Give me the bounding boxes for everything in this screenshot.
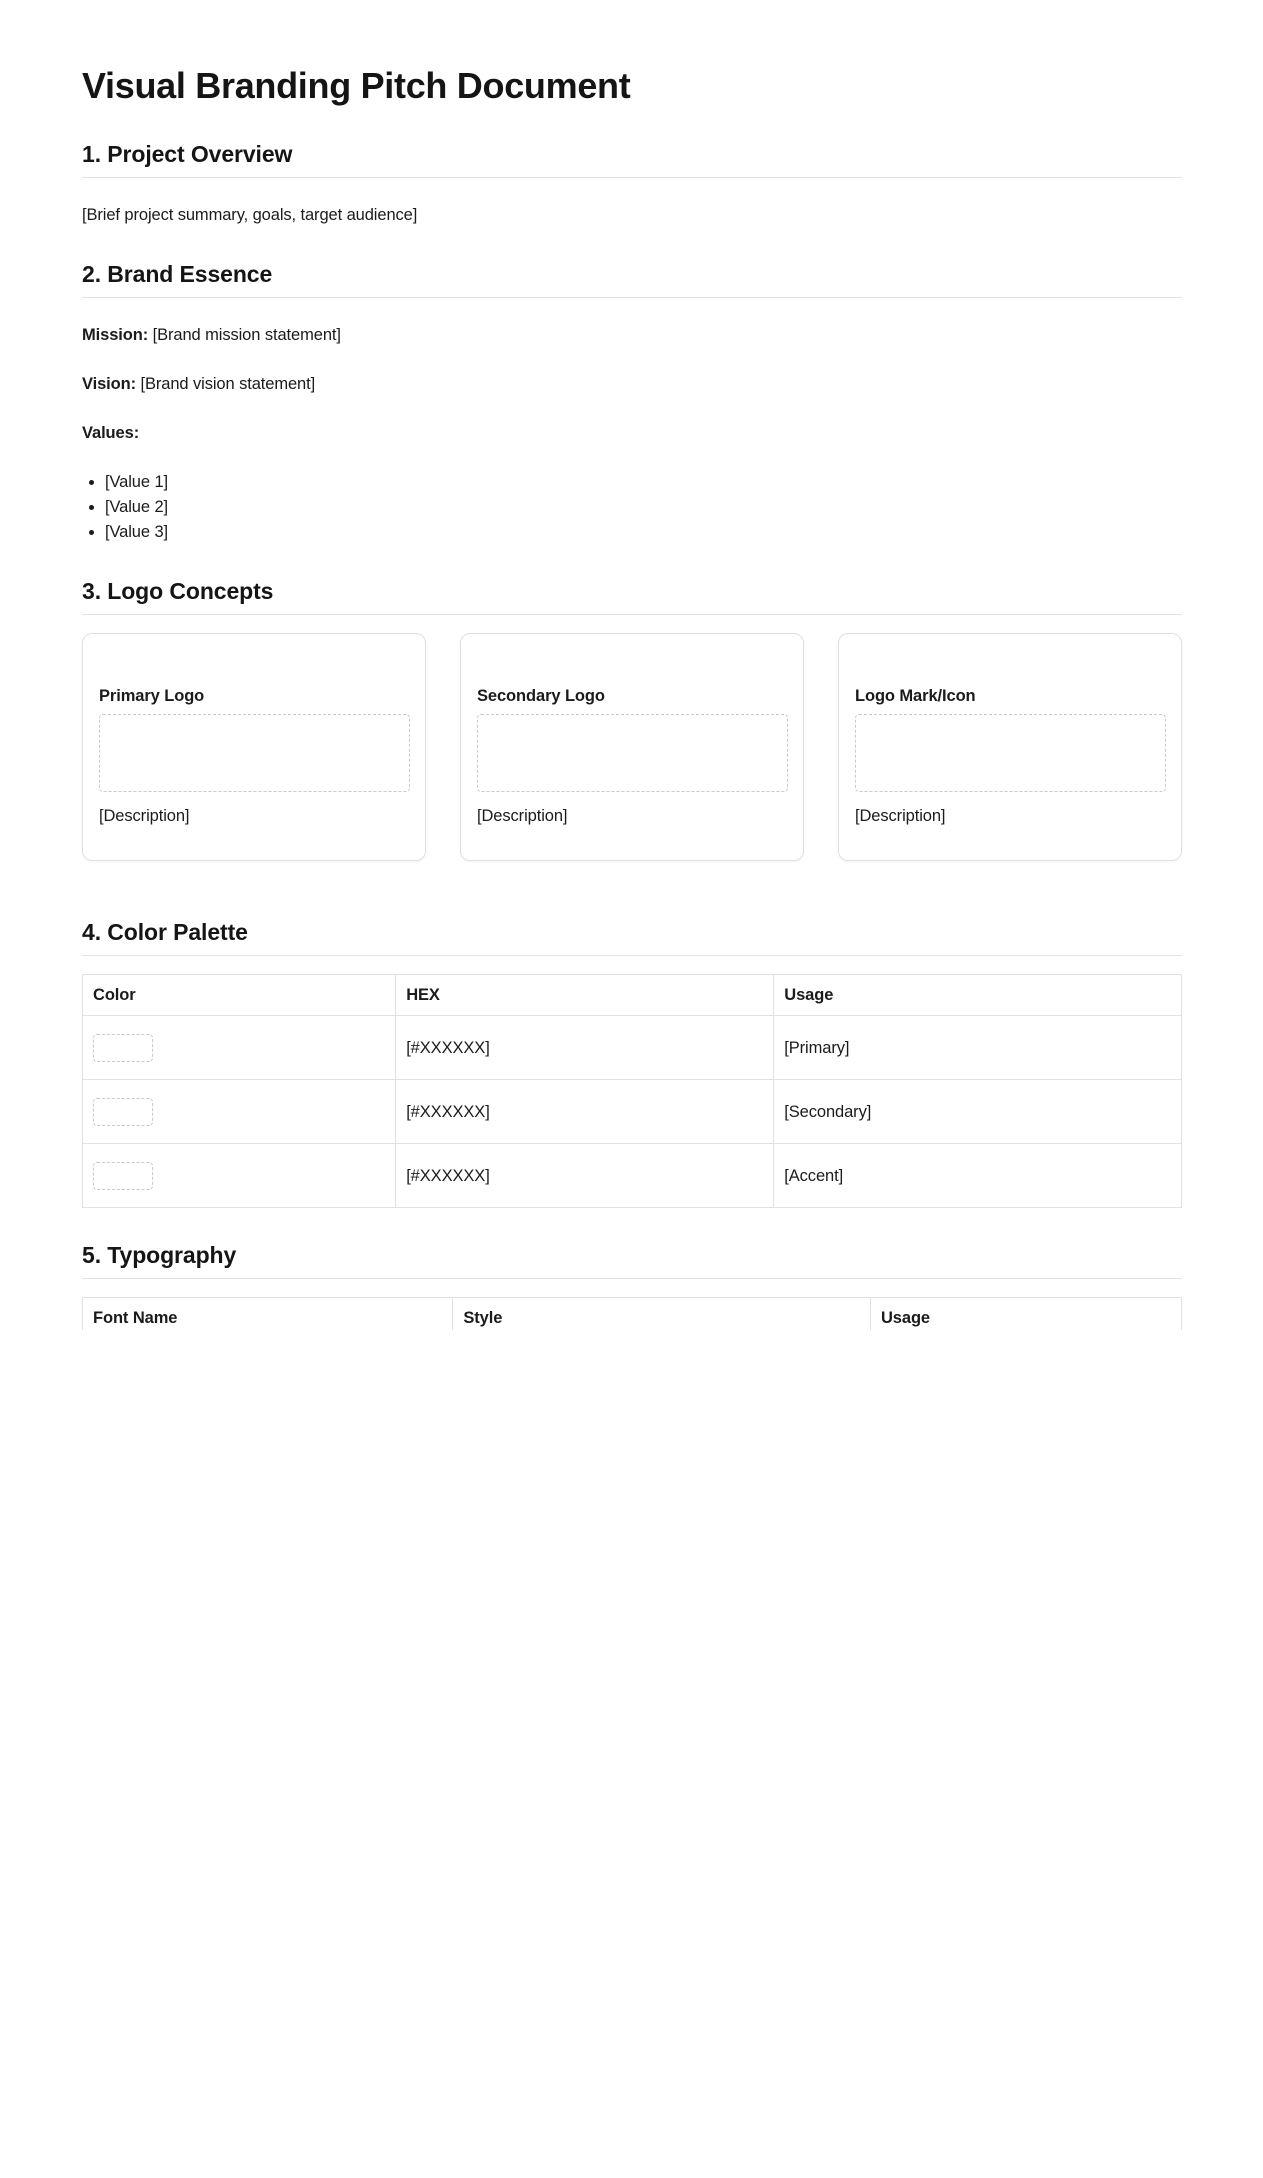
usage-cell: [Secondary]	[774, 1080, 1182, 1144]
usage-cell: [Primary]	[774, 1016, 1182, 1080]
mission-label: Mission:	[82, 326, 149, 344]
table-row	[83, 1080, 1182, 1144]
logo-card-description: [Description]	[99, 807, 190, 825]
swatch-cell	[83, 1016, 396, 1080]
hex-cell: [#XXXXXX]	[396, 1080, 774, 1144]
logo-card-secondary	[460, 633, 804, 861]
vision-text: [Brand vision statement]	[140, 375, 316, 393]
logo-card-title: Primary Logo	[99, 687, 205, 705]
typography-table	[82, 1297, 1182, 1330]
logo-concepts-grid	[82, 633, 1182, 861]
column-header-hex: HEX	[396, 975, 774, 1016]
column-header-style: Style	[453, 1298, 871, 1331]
color-swatch-placeholder	[93, 1098, 153, 1126]
table-row	[83, 1016, 1182, 1080]
column-header-usage: Usage	[774, 975, 1182, 1016]
list-item-value-2: • [Value 2]	[105, 495, 1182, 519]
list-item-value-3: • [Value 3]	[105, 520, 1182, 544]
logo-card-title: Secondary Logo	[477, 687, 605, 705]
color-swatch-placeholder	[93, 1162, 153, 1190]
mission-text: [Brand mission statement]	[152, 326, 341, 344]
logo-card-primary	[82, 633, 426, 861]
column-header-usage: Usage	[870, 1298, 1181, 1331]
color-swatch-placeholder	[93, 1034, 153, 1062]
hex-cell: [#XXXXXX]	[396, 1144, 774, 1208]
page-title: Visual Branding Pitch Document	[82, 65, 631, 106]
table-header-row	[83, 1298, 1182, 1331]
values-list	[82, 470, 1182, 544]
logo-card-title: Logo Mark/Icon	[855, 687, 976, 705]
section-heading-typography: 5. Typography	[82, 1240, 1182, 1279]
vision-line	[82, 372, 1182, 396]
logo-image-placeholder	[477, 714, 788, 792]
color-palette-table	[82, 974, 1182, 1208]
usage-cell: [Accent]	[774, 1144, 1182, 1208]
section-heading-logo-concepts: 3. Logo Concepts	[82, 576, 1182, 615]
column-header-color: Color	[83, 975, 396, 1016]
table-row	[83, 1144, 1182, 1208]
section-heading-project-overview: 1. Project Overview	[82, 139, 1182, 178]
column-header-font-name: Font Name	[83, 1298, 453, 1331]
logo-image-placeholder	[99, 714, 410, 792]
vision-label: Vision:	[82, 375, 137, 393]
logo-card-description: [Description]	[477, 807, 568, 825]
logo-image-placeholder	[855, 714, 1166, 792]
logo-card-description: [Description]	[855, 807, 946, 825]
values-label: Values:	[82, 424, 140, 442]
values-label-line	[82, 421, 1182, 445]
project-overview-body: [Brief project summary, goals, target audience]	[82, 206, 418, 224]
section-heading-brand-essence: 2. Brand Essence	[82, 259, 1182, 298]
table-header-row	[83, 975, 1182, 1016]
typography-table-clipped-region	[82, 1297, 1182, 1330]
swatch-cell	[83, 1080, 396, 1144]
section-heading-color-palette: 4. Color Palette	[82, 917, 1182, 956]
mission-line	[82, 323, 1182, 347]
hex-cell: [#XXXXXX]	[396, 1016, 774, 1080]
logo-card-mark-icon	[838, 633, 1182, 861]
swatch-cell	[83, 1144, 396, 1208]
list-item-value-1: • [Value 1]	[105, 470, 1182, 494]
